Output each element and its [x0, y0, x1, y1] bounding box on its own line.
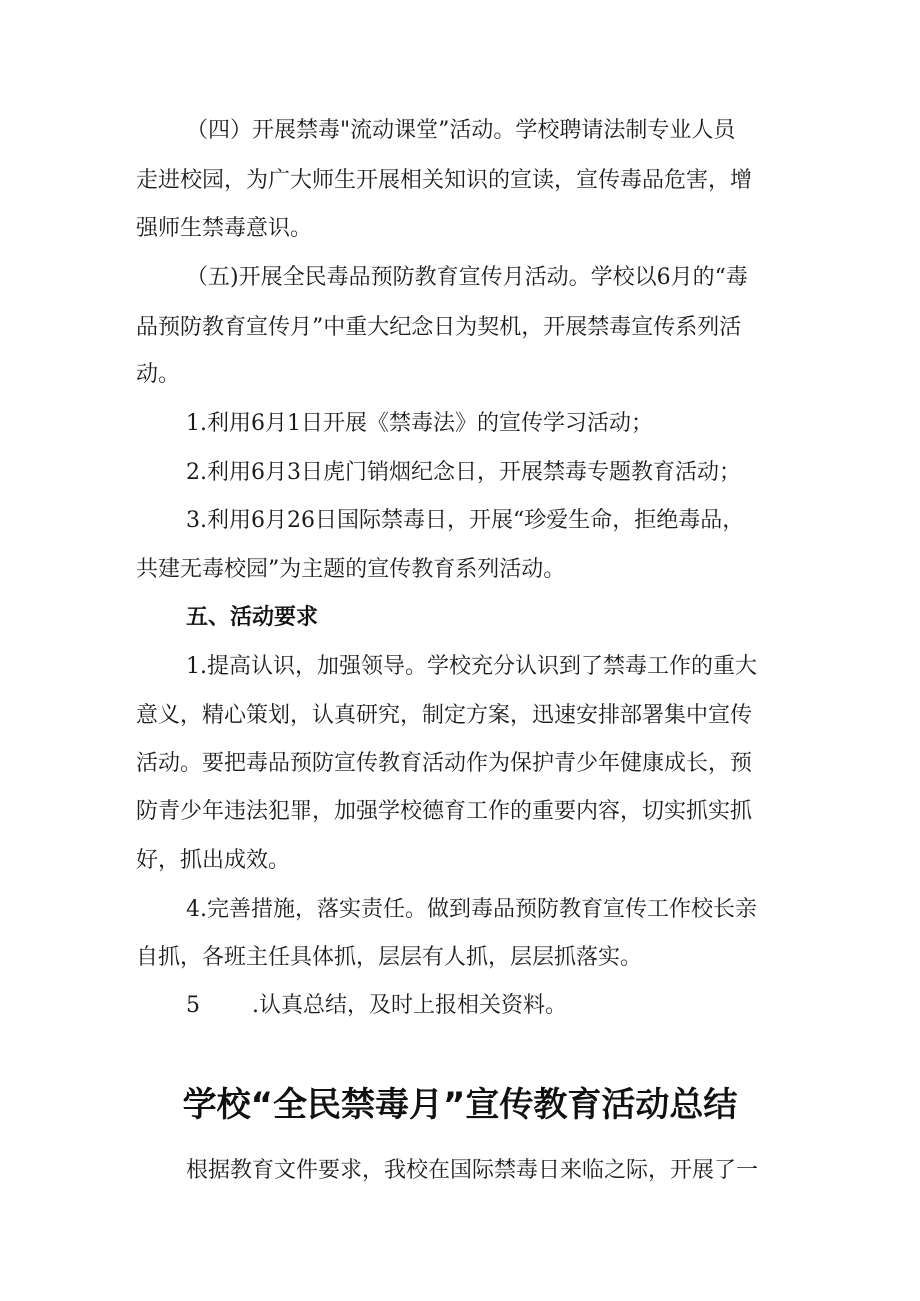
para5-line1: （五)开展全民毒品预防教育宣传月活动。学校以6月的“毒 [186, 265, 748, 290]
para5-line3: 动。 [136, 362, 181, 387]
req1-line4: 防青少年违法犯罪，加强学校德育工作的重要内容，切实抓实抓 [136, 799, 753, 824]
para4-line1: （四）开展禁毒"流动课堂”活动。学校聘请法制专业人员 [186, 118, 736, 143]
section-heading: 五、活动要求 [186, 605, 319, 630]
list-item-3-line2: 共建无毒校园”为主题的宣传教育系列活动。 [136, 557, 566, 582]
list-item-3-line1: 3.利用6月26日国际禁毒日，开展“珍爱生命，拒绝毒品， [186, 508, 745, 533]
para4-line2: 走进校园，为广大师生开展相关知识的宣读，宣传毒品危害，增 [136, 168, 753, 193]
req4-line1: 4.完善措施，落实责任。做到毒品预防教育宣传工作校长亲 [186, 897, 757, 922]
req1-line5: 好，抓出成效。 [136, 848, 291, 873]
req5-line [186, 991, 567, 1021]
para5-line2: 品预防教育宣传月”中重大纪念日为契机，开展禁毒宣传系列活 [136, 315, 742, 340]
para4-line3: 强师生禁毒意识。 [136, 216, 313, 241]
summary-title: 学校“全民禁毒月”宣传教育活动总结 [182, 1085, 738, 1125]
list-item-1: 1.利用6月1日开展《禁毒法》的宣传学习活动； [186, 411, 653, 436]
req4-line2: 自抓，各班主任具体抓，层层有人抓，层层抓落实。 [136, 945, 643, 970]
summary-intro: 根据教育文件要求，我校在国际禁毒日来临之际，开展了一 [186, 1158, 759, 1183]
req5-number: 5 [186, 993, 200, 1018]
req5-text: .认真总结，及时上报相关资料。 [252, 993, 567, 1018]
req1-line1: 1.提高认识，加强领导。学校充分认识到了禁毒工作的重大 [186, 654, 757, 679]
list-item-2: 2.利用6月3日虎门销烟纪念日，开展禁毒专题教育活动； [186, 460, 741, 485]
req1-line2: 意义，精心策划，认真研究，制定方案，迅速安排部署集中宣传 [136, 703, 753, 728]
req1-line3: 活动。要把毒品预防宣传教育活动作为保护青少年健康成长，预 [136, 751, 753, 776]
